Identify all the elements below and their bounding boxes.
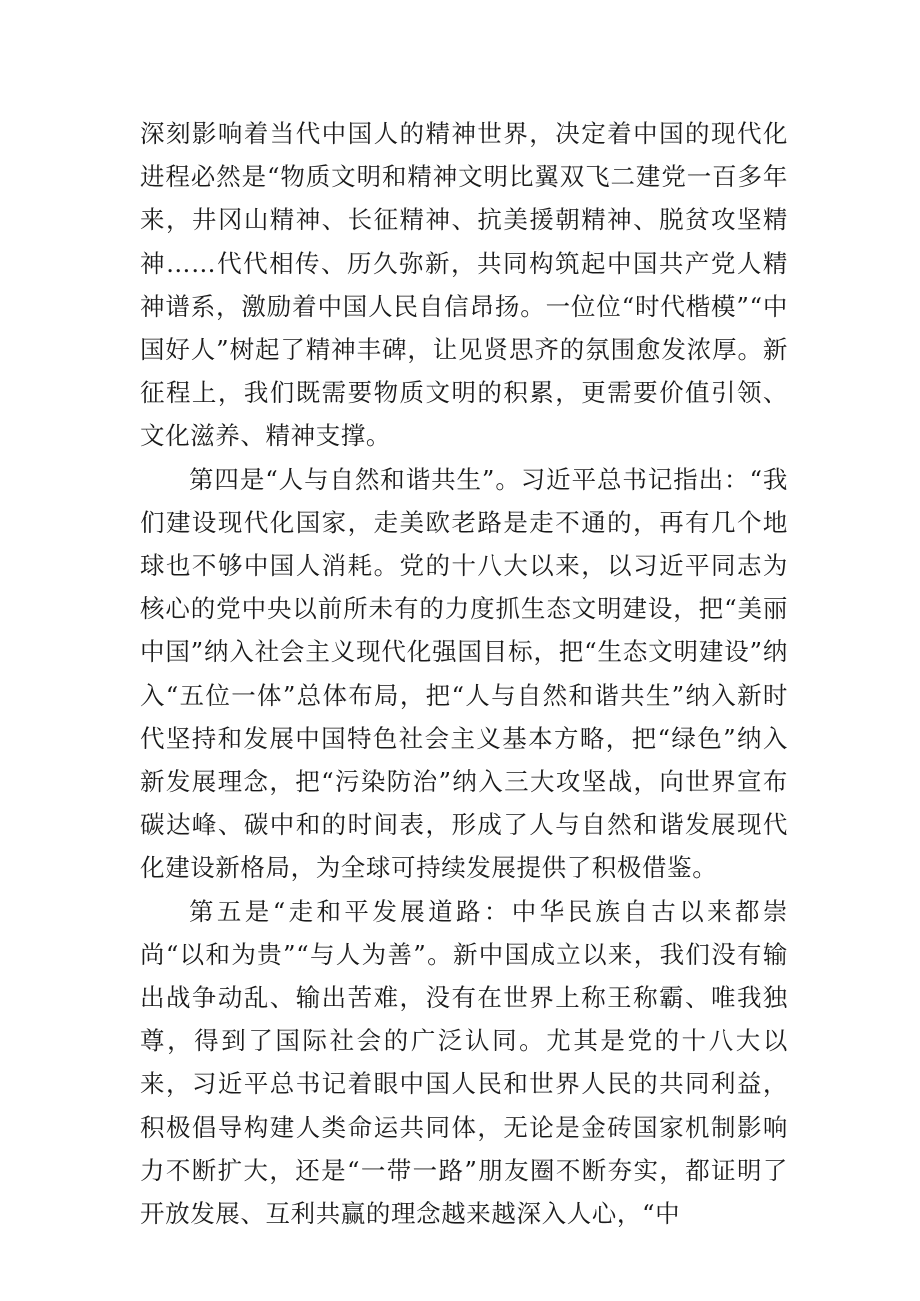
document-body <box>140 112 788 1235</box>
paragraph-peaceful-development: 第五是“走和平发展道路：中华民族自古以来都崇尚“以和为贵”“与人为善”。新中国成立以来，我们没有输出战争动乱、输出苦难，没有在世界上称王称霸、唯我独尊，得到了国际社会的广泛认同。尤其是党的十八大以来，习近平总书记着眼中国人民和世界人民的共同利益，积极倡导构建人类命运共同体，无论是金砖国家机制影响力不断扩大，还是“一带一路”朋友圈不断夯实，都证明了开放发展、互利共赢的理念越来越深入人心，“中 <box>140 896 788 1229</box>
paragraph-spiritual-civilization: 深刻影响着当代中国人的精神世界，决定着中国的现代化进程必然是“物质文明和精神文明比翼双飞二建党一百多年来，井冈山精神、长征精神、抗美援朝精神、脱贫攻坚精神……代代相传、历久弥新，共同构筑起中国共产党人精神谱系，激励着中国人民自信昂扬。一位位“时代楷模”“中国好人”树起了精神丰碑，让见贤思齐的氛围愈发浓厚。新征程上，我们既需要物质文明的积累，更需要价值引领、文化滋养、精神支撑。 <box>140 119 788 451</box>
paragraph-harmony-with-nature: 第四是“人与自然和谐共生”。习近平总书记指出：“我们建设现代化国家，走美欧老路是走不通的，再有几个地球也不够中国人消耗。党的十八大以来，以习近平同志为核心的党中央以前所未有的力度抓生态文明建设，把“美丽中国”纳入社会主义现代化强国目标，把“生态文明建设”纳入“五位一体”总体布局，把“人与自然和谐共生”纳入新时代坚持和发展中国特色社会主义基本方略，把“绿色”纳入新发展理念，把“污染防治”纳入三大攻坚战，向世界宣布碳达峰、碳中和的时间表，形成了人与自然和谐发展现代化建设新格局，为全球可持续发展提供了积极借鉴。 <box>140 464 788 883</box>
